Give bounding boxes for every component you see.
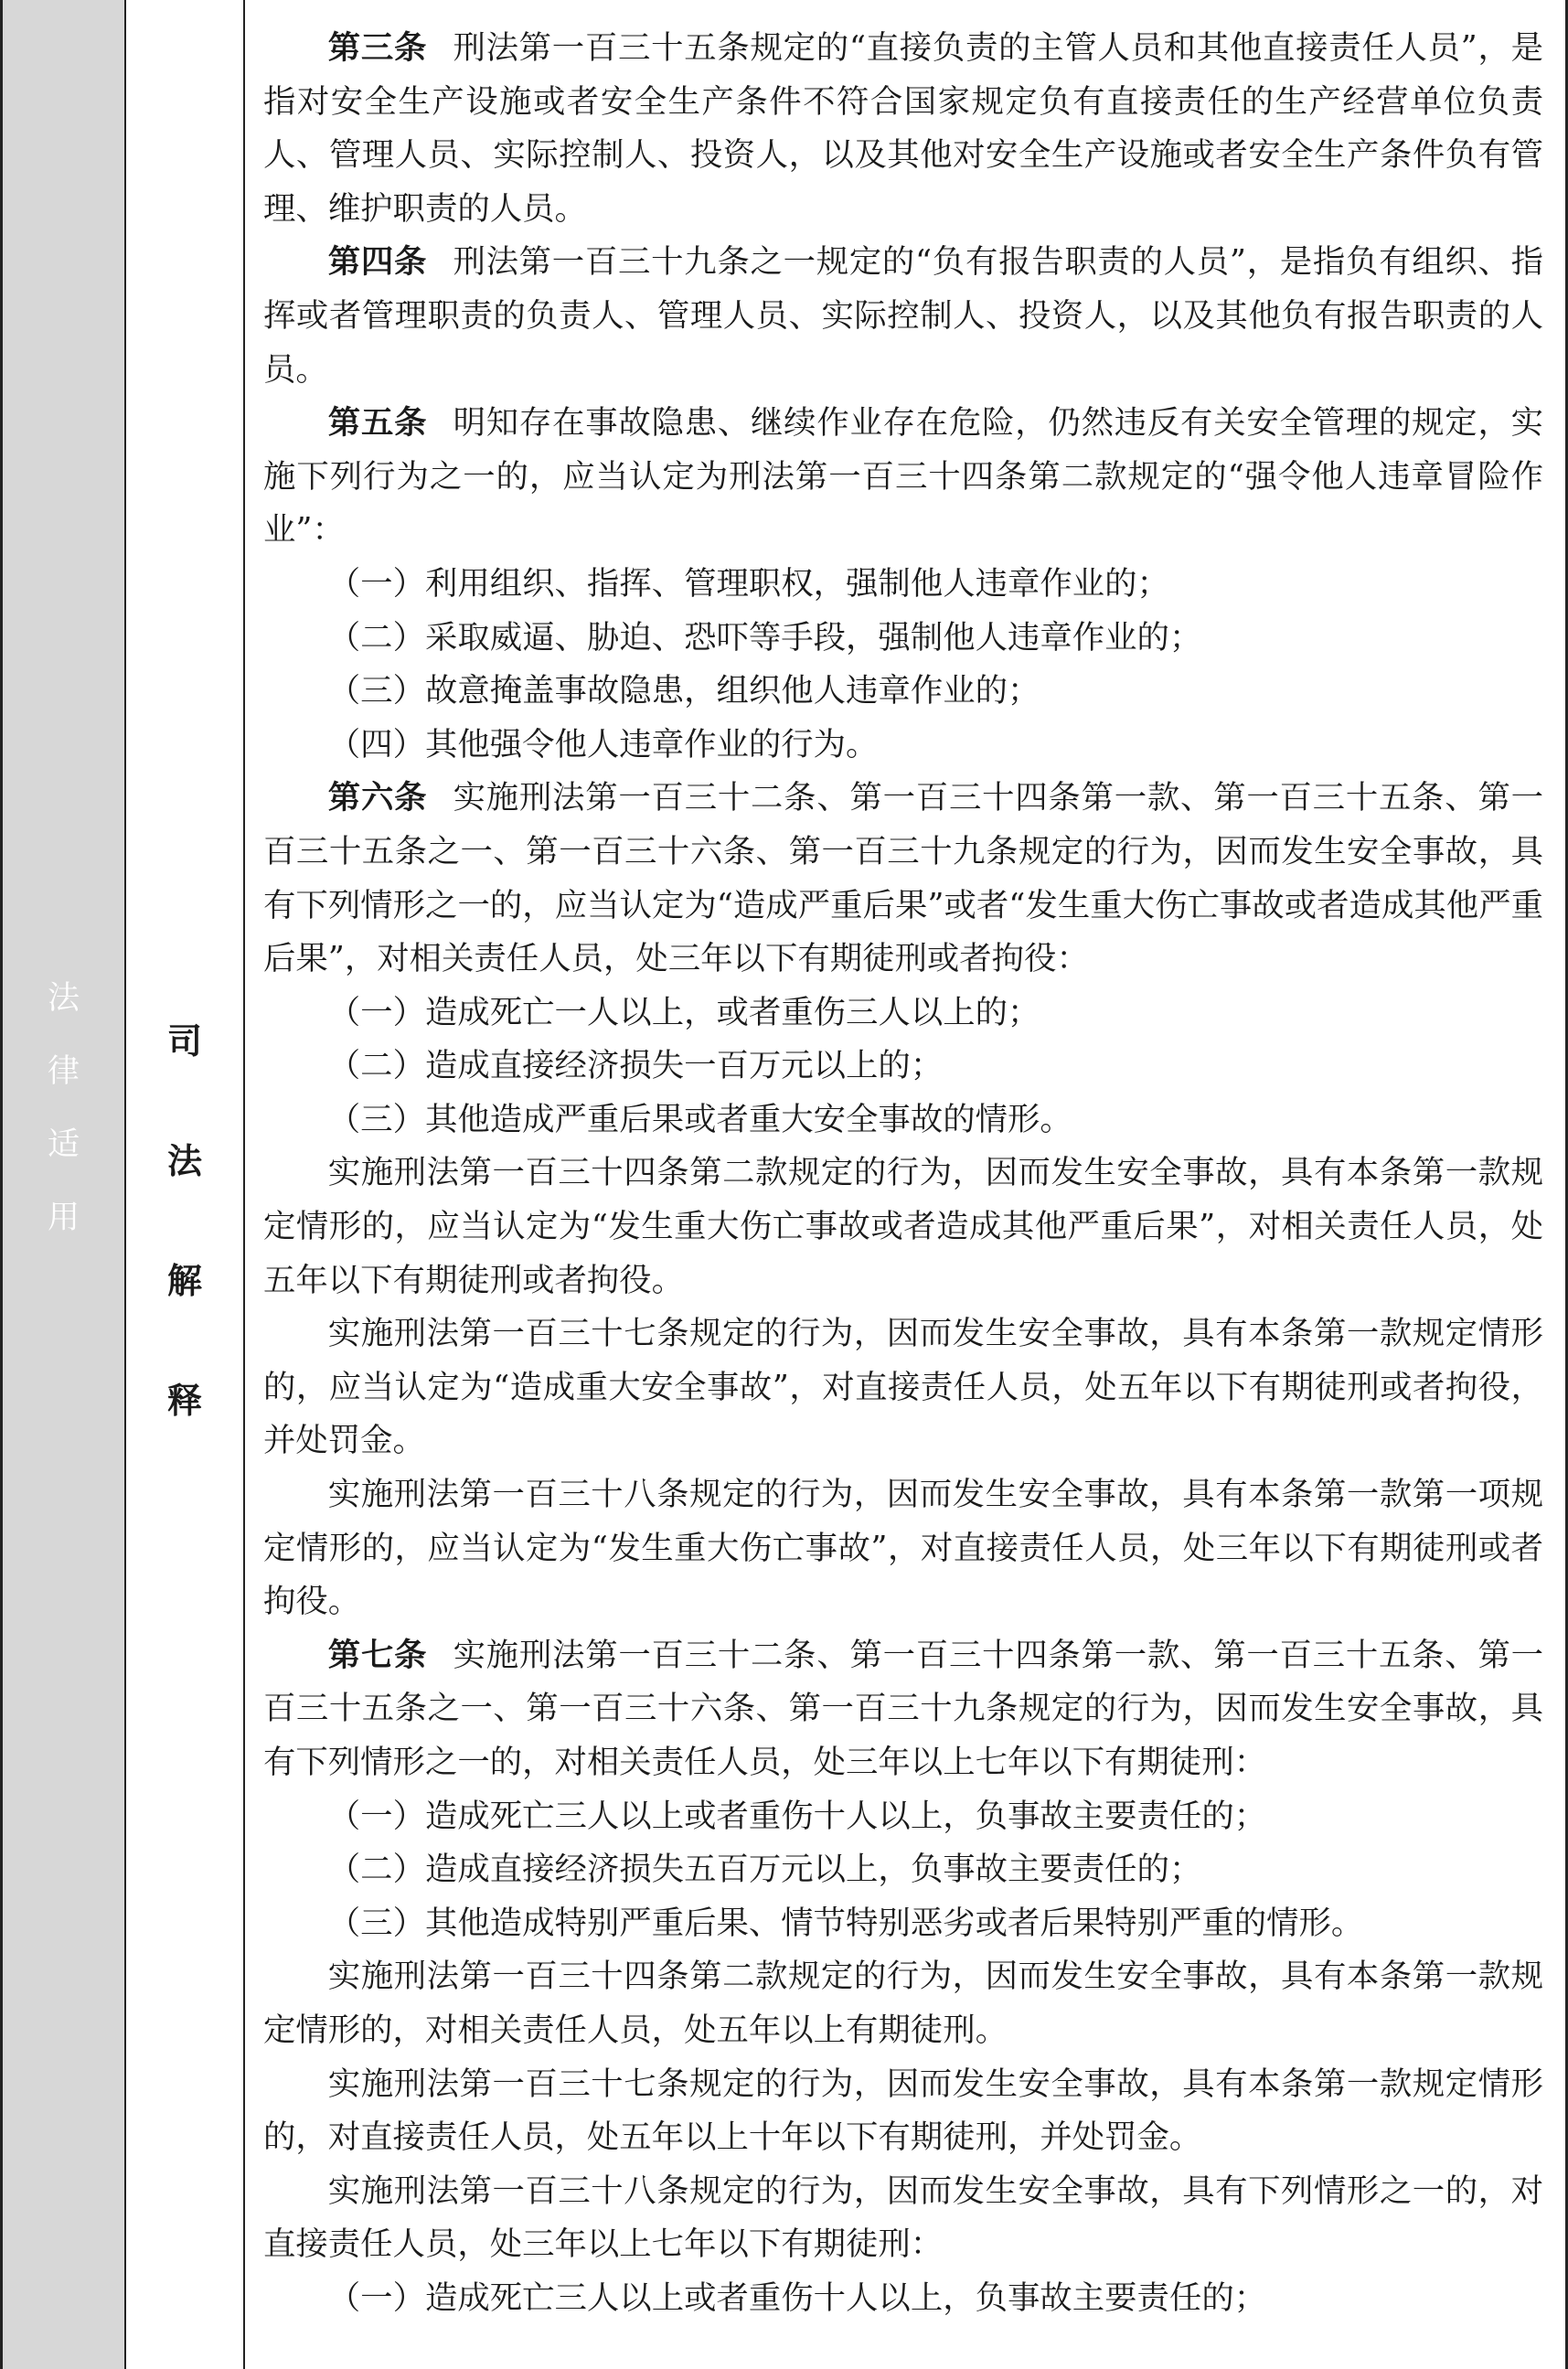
article-heading: 第三条 [327, 29, 428, 67]
category-char: 律 [47, 1053, 80, 1090]
paragraph-text: 刑法第一百三十九条之一规定的“负有报告职责的人员”，是指负有组织、指挥或者管理职责的负责人、管理人员、实际控制人、投资人，以及其他负有报告职责的人员。 [263, 243, 1544, 389]
list-item: （二）造成直接经济损失五百万元以上，负事故主要责任的； [327, 1851, 1202, 1889]
content-column [245, 0, 1568, 2369]
article-heading: 第六条 [327, 779, 428, 817]
subcategory-char: 释 [166, 1381, 202, 1421]
subcategory-label [126, 982, 243, 1461]
article-heading: 第五条 [327, 404, 428, 443]
list-item: （三）故意掩盖事故隐患，组织他人违章作业的； [327, 672, 1040, 710]
article-heading: 第四条 [327, 243, 428, 282]
list-item: （二）采取威逼、胁迫、恐吓等手段，强制他人违章作业的； [327, 618, 1202, 656]
article-6-paragraph [263, 772, 1543, 986]
list-item: （三）其他造成严重后果或者重大安全事故的情形。 [327, 1100, 1072, 1138]
article-heading: 第七条 [327, 1636, 428, 1674]
category-label [3, 962, 124, 1254]
category-char: 用 [47, 1200, 80, 1236]
paragraph-text: 实施刑法第一百三十二条、第一百三十四条第一款、第一百三十五条、第一百三十五条之一、第一百三十六条、第一百三十九条规定的行为，因而发生安全事故，具有下列情形之一的，应当认定为“造成严重后果”或者“发生重大伤亡事故或者造成其他严重后果”，对相关责任人员，处三年以下有期徒刑或者拘役： [263, 779, 1544, 978]
list-item: （一）利用组织、指挥、管理职权，强制他人违章作业的； [327, 564, 1169, 603]
list-item: （三）其他造成特别严重后果、情节特别恶劣或者后果特别严重的情形。 [327, 1904, 1364, 1942]
paragraph-text: 刑法第一百三十五条规定的“直接负责的主管人员和其他直接责任人员”，是指对安全生产设施或者安全生产条件不符合国家规定负有直接责任的生产经营单位负责人、管理人员、实际控制人、投资人，以及其他对安全生产设施或者安全生产条件负有管理、维护职责的人员。 [263, 29, 1544, 228]
article-4-paragraph [263, 236, 1543, 397]
subcategory-char: 法 [166, 1141, 202, 1181]
body-paragraph: 实施刑法第一百三十七条规定的行为，因而发生安全事故，具有本条第一款规定情形的，应当认定为“造成重大安全事故”，对直接责任人员，处五年以下有期徒刑或者拘役，并处罚金。 [263, 1315, 1543, 1460]
subcategory-char: 司 [166, 1021, 202, 1062]
article-7-paragraph [263, 1629, 1543, 1790]
paragraph-text: 明知存在事故隐患、继续作业存在危险，仍然违反有关安全管理的规定，实施下列行为之一的，应当认定为刑法第一百三十四条第二款规定的“强令他人违章冒险作业”： [263, 404, 1544, 550]
list-item: （二）造成直接经济损失一百万元以上的； [327, 1047, 944, 1085]
subcategory-char: 解 [166, 1261, 202, 1301]
list-item: （一）造成死亡一人以上，或者重伤三人以上的； [327, 993, 1040, 1031]
provision-text [263, 22, 1543, 2326]
body-paragraph: 实施刑法第一百三十八条规定的行为，因而发生安全事故，具有本条第一款第一项规定情形的，应当认定为“发生重大伤亡事故”，对直接责任人员，处三年以下有期徒刑或者拘役。 [263, 1476, 1543, 1621]
body-paragraph: 实施刑法第一百三十四条第二款规定的行为，因而发生安全事故，具有本条第一款规定情形的，对相关责任人员，处五年以上有期徒刑。 [263, 1958, 1543, 2049]
paragraph-text: 实施刑法第一百三十二条、第一百三十四条第一款、第一百三十五条、第一百三十五条之一、第一百三十六条、第一百三十九条规定的行为，因而发生安全事故，具有下列情形之一的，对相关责任人员，处三年以上七年以下有期徒刑： [263, 1636, 1544, 1781]
body-paragraph: 实施刑法第一百三十四条第二款规定的行为，因而发生安全事故，具有本条第一款规定情形的，应当认定为“发生重大伤亡事故或者造成其他严重后果”，对相关责任人员，处五年以下有期徒刑或者拘役。 [263, 1154, 1543, 1299]
article-3-paragraph [263, 22, 1543, 236]
list-item: （一）造成死亡三人以上或者重伤十人以上，负事故主要责任的； [327, 1797, 1267, 1835]
category-column [0, 0, 126, 2369]
list-item: （一）造成死亡三人以上或者重伤十人以上，负事故主要责任的； [327, 2278, 1267, 2317]
category-char: 法 [47, 980, 80, 1017]
category-char: 适 [47, 1126, 80, 1163]
body-paragraph: 实施刑法第一百三十七条规定的行为，因而发生安全事故，具有本条第一款规定情形的，对直接责任人员，处五年以上十年以下有期徒刑，并处罚金。 [263, 2065, 1543, 2157]
body-paragraph: 实施刑法第一百三十八条规定的行为，因而发生安全事故，具有下列情形之一的，对直接责任人员，处三年以上七年以下有期徒刑： [263, 2172, 1543, 2264]
list-item: （四）其他强令他人违章作业的行为。 [327, 725, 879, 763]
article-5-paragraph [263, 397, 1543, 558]
subcategory-column [126, 0, 245, 2369]
